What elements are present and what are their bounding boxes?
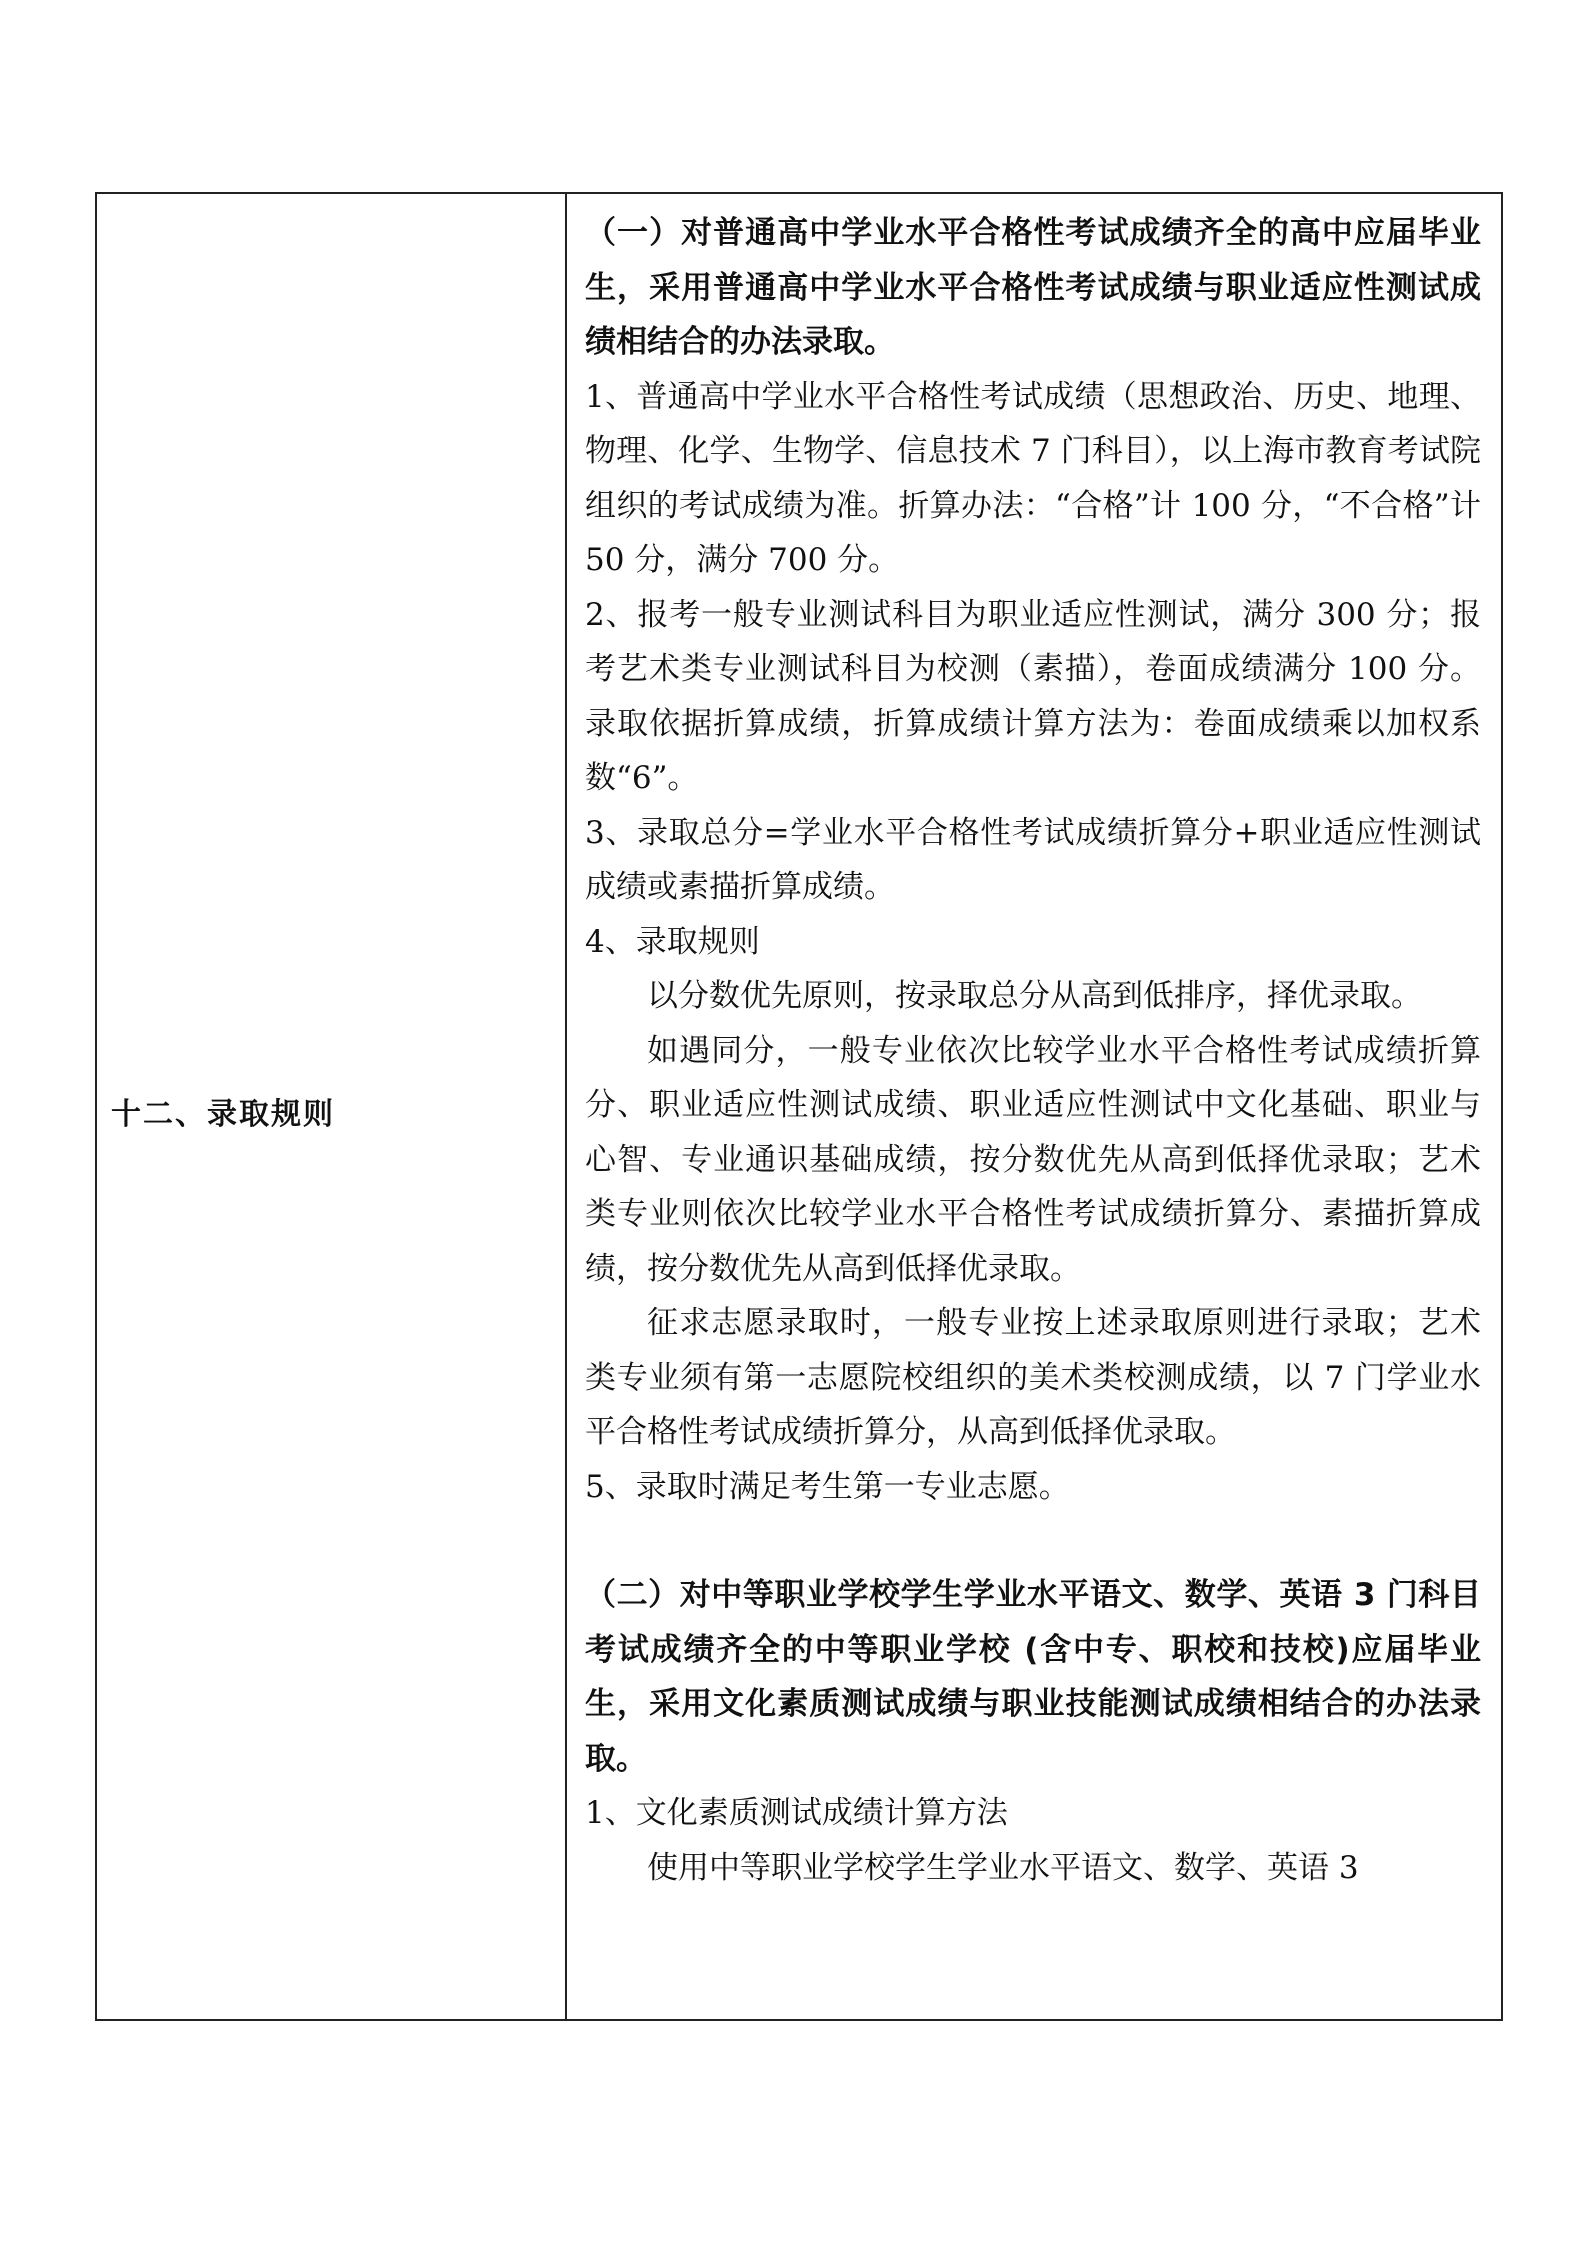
part1-item4-paragraph-1: 以分数优先原则，按录取总分从高到低排序，择优录取。 xyxy=(647,978,1422,1014)
rules-table xyxy=(95,192,1503,2021)
part1-item1: 1、普通高中学业水平合格性考试成绩（思想政治、历史、地理、物理、化学、生物学、信息技术 7 门科目），以上海市教育考试院组织的考试成绩为准。折算办法：“合格”计 100 分，“不合格”计 50 分，满分 700 分。 xyxy=(585,378,1481,578)
part2-item1-title: 1、文化素质测试成绩计算方法 xyxy=(585,1795,1008,1831)
part1-item4-paragraph-2: 如遇同分，一般专业依次比较学业水平合格性考试成绩折算分、职业适应性测试成绩、职业适应性测试中文化基础、职业与心智、专业通识基础成绩，按分数优先从高到低择优录取；艺术类专业则依次比较学业水平合格性考试成绩折算分、素描折算成绩，按分数优先从高到低择优录取。 xyxy=(585,1032,1481,1287)
part1-heading: （一）对普通高中学业水平合格性考试成绩齐全的高中应届毕业生，采用普通高中学业水平合格性考试成绩与职业适应性测试成绩相结合的办法录取。 xyxy=(585,215,1481,360)
part1-item5: 5、录取时满足考生第一专业志愿。 xyxy=(585,1468,1070,1505)
part2-item1-paragraph-1: 使用中等职业学校学生学业水平语文、数学、英语 3 xyxy=(647,1849,1359,1886)
paragraph-gap xyxy=(585,1514,1481,1568)
part1-item3: 3、录取总分=学业水平合格性考试成绩折算分+职业适应性测试成绩或素描折算成绩。 xyxy=(585,814,1481,905)
section-label-cell xyxy=(97,194,567,2019)
part1-item4-paragraph-3: 征求志愿录取时，一般专业按上述录取原则进行录取；艺术类专业须有第一志愿院校组织的美术类校测成绩，以 7 门学业水平合格性考试成绩折算分，从高到低择优录取。 xyxy=(585,1305,1481,1450)
section-label: 十二、录取规则 xyxy=(111,1097,335,1132)
part1-item2: 2、报考一般专业测试科目为职业适应性测试，满分 300 分；报考艺术类专业测试科目为校测（素描），卷面成绩满分 100 分。录取依据折算成绩，折算成绩计算方法为：卷面成绩乘以加权系数“6”。 xyxy=(585,596,1481,796)
part2-heading: （二）对中等职业学校学生学业水平语文、数学、英语 3 门科目考试成绩齐全的中等职业学校 (含中专、职校和技校)应届毕业生，采用文化素质测试成绩与职业技能测试成绩相结合的办法录取。 xyxy=(585,1577,1481,1777)
part1-item4-title: 4、录取规则 xyxy=(585,923,760,960)
section-content-cell xyxy=(567,194,1501,2019)
